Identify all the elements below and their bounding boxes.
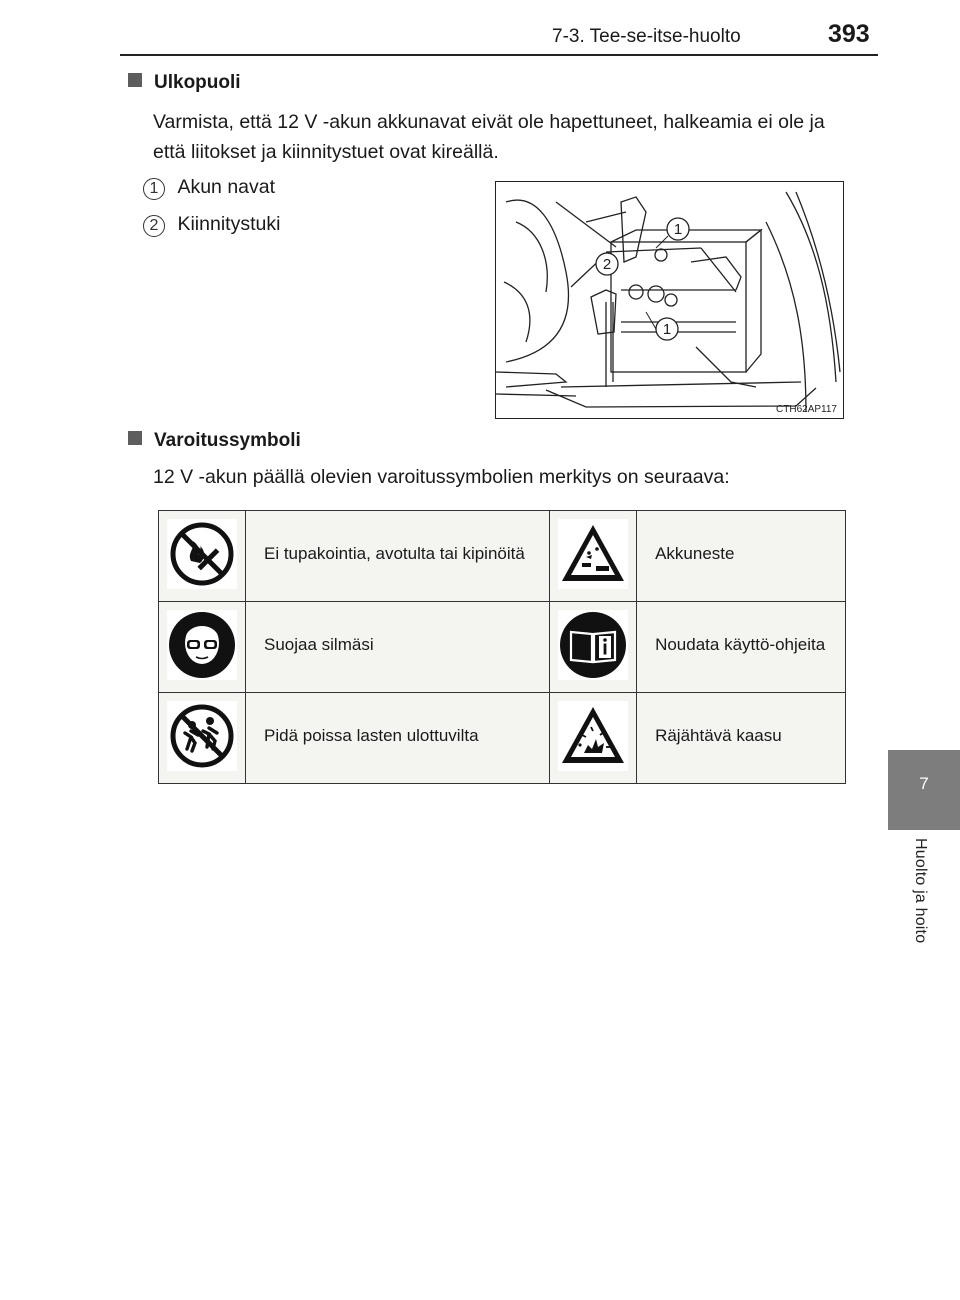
list-item	[143, 213, 280, 237]
table-row	[159, 693, 846, 784]
keep-children-away-icon	[167, 701, 237, 771]
battery-drawing	[496, 182, 842, 417]
item-number: 1	[143, 178, 165, 200]
chapter-number: 7	[919, 774, 929, 793]
callout-2: 2	[602, 256, 612, 273]
corrosive-icon	[558, 519, 628, 589]
outside-heading-text: Ulkopuoli	[154, 72, 241, 93]
square-bullet-icon	[128, 73, 142, 87]
chapter-title: Huolto ja hoito	[912, 838, 929, 944]
manual-label: Noudata käyttö-ohjeita	[637, 602, 846, 693]
callout-1-top: 1	[673, 221, 683, 238]
explosive-gas-icon	[558, 701, 628, 771]
outside-heading	[128, 72, 241, 94]
section-title: 7-3. Tee-se-itse-huolto	[552, 26, 741, 47]
table-row	[159, 511, 846, 602]
manual-icon	[558, 610, 628, 680]
callout-1-bottom: 1	[662, 321, 672, 338]
warning-paragraph: 12 V -akun päällä olevien varoitussymbolien merkitys on seuraava:	[153, 466, 730, 488]
item-label: Kiinnitystuki	[177, 213, 281, 235]
header-rule	[120, 54, 878, 56]
no-smoking-label: Ei tupakointia, avotulta tai kipinöitä	[246, 511, 550, 602]
keep-children-away-label: Pidä poissa lasten ulottuvilta	[246, 693, 550, 784]
warning-heading	[128, 430, 301, 452]
corrosive-label: Akkuneste	[637, 511, 846, 602]
item-number: 2	[143, 215, 165, 237]
no-smoking-icon	[167, 519, 237, 589]
square-bullet-icon	[128, 431, 142, 445]
eye-protection-label: Suojaa silmäsi	[246, 602, 550, 693]
eye-protection-icon	[167, 610, 237, 680]
page-number: 393	[828, 20, 870, 48]
warning-heading-text: Varoitussymboli	[154, 430, 301, 451]
item-label: Akun navat	[177, 176, 276, 198]
image-code: CTH62AP117	[776, 404, 837, 415]
list-item	[143, 176, 275, 200]
outside-paragraph: Varmista, että 12 V -akun akkunavat eivät ole hapettuneet, halkeamia ei ole ja että liitokset ja kiinnitystuet ovat kireällä.	[153, 111, 825, 163]
table-row	[159, 602, 846, 693]
warning-symbols-table	[158, 510, 846, 784]
explosive-gas-label: Räjähtävä kaasu	[637, 693, 846, 784]
battery-illustration	[495, 181, 844, 419]
